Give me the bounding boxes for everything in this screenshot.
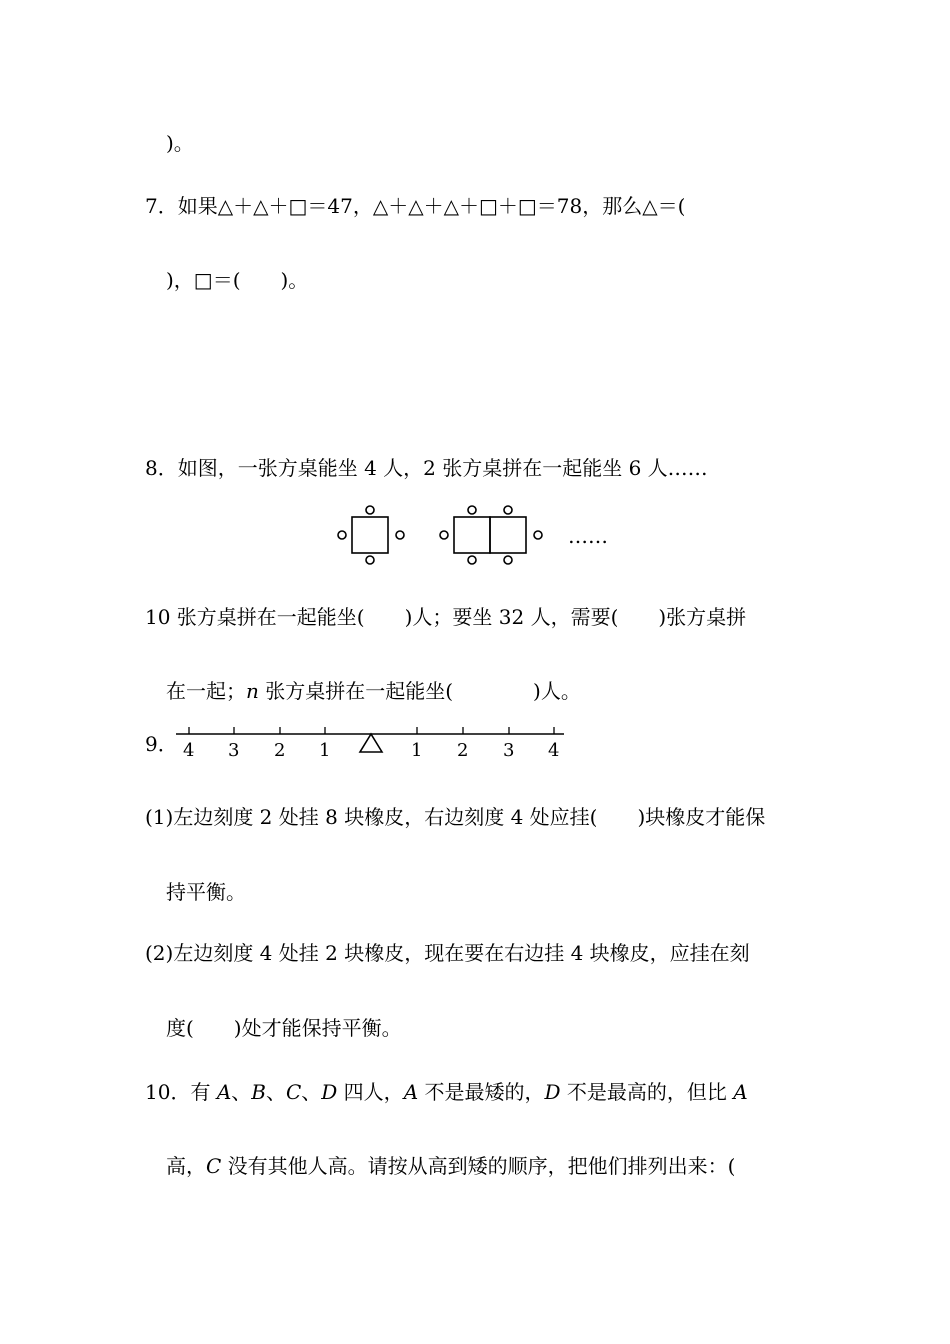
q9-number: 9．: [145, 732, 178, 756]
tick-label-left-3: 3: [228, 740, 240, 761]
q10-line1: [145, 1080, 748, 1104]
tick-label-right-1: 1: [411, 740, 423, 761]
seat-circle: [366, 556, 374, 564]
var-B: B: [251, 1080, 266, 1104]
tick-label-left-4: 4: [183, 740, 195, 761]
seat-circle: [504, 506, 512, 514]
seat-circle: [440, 531, 448, 539]
var-A: A: [216, 1080, 232, 1104]
seat-circle: [534, 531, 542, 539]
q10-text: 、: [265, 1080, 286, 1104]
q9-sub1-line2: 持平衡。: [166, 880, 246, 904]
tick-label-right-3: 3: [503, 740, 515, 761]
var-C: C: [285, 1080, 302, 1104]
single-table: [338, 506, 404, 564]
seat-circle: [338, 531, 346, 539]
tick-label-right-4: 4: [548, 740, 560, 761]
q10-text: 10．有: [145, 1080, 217, 1104]
q10-line2: [166, 1154, 735, 1178]
q7-line2: )，□＝( )。: [166, 268, 309, 292]
seat-circle: [504, 556, 512, 564]
q8-line3: [166, 679, 581, 703]
q8-line1: 8．如图，一张方桌能坐 4 人，2 张方桌拼在一起能坐 6 人……: [145, 456, 708, 480]
table-square: [454, 517, 490, 553]
double-table: [440, 506, 542, 564]
q10-text: 没有其他人高。请按从高到矮的顺序，把他们排列出来：(: [221, 1154, 736, 1178]
q10-text: 高，: [166, 1154, 206, 1178]
q8-line3-pre: 在一起；: [166, 679, 246, 703]
q10-text: 、: [301, 1080, 322, 1104]
table-square: [352, 517, 388, 553]
q10-text: 四人，: [337, 1080, 404, 1104]
q10-text: 不是最高的，但比: [560, 1080, 734, 1104]
var-A: A: [403, 1080, 419, 1104]
tick-label-left-2: 2: [274, 740, 286, 761]
seat-circle: [468, 556, 476, 564]
q9-sub2-line1: (2)左边刻度 4 处挂 2 块橡皮，现在要在右边挂 4 块橡皮，应挂在刻: [145, 941, 750, 965]
q10-text: 、: [231, 1080, 252, 1104]
tick-label-right-2: 2: [457, 740, 469, 761]
seat-circle: [396, 531, 404, 539]
fulcrum-triangle-icon: [360, 734, 382, 752]
table-square: [490, 517, 526, 553]
seat-circle: [366, 506, 374, 514]
q7-line1: 7．如果△＋△＋□＝47，△＋△＋△＋□＋□＝78，那么△＝(: [145, 194, 686, 218]
seat-circle: [468, 506, 476, 514]
var-D: D: [544, 1080, 561, 1104]
tick-label-left-1: 1: [319, 740, 331, 761]
q8-line3-post: 张方桌拼在一起能坐( )人。: [258, 679, 581, 703]
var-A: A: [733, 1080, 748, 1104]
q6-tail: )。: [166, 131, 194, 155]
q8-figure-ellipsis: ……: [568, 524, 608, 548]
q9-sub2-line2: 度( )处才能保持平衡。: [166, 1016, 402, 1040]
var-C: C: [206, 1154, 222, 1178]
q8-var-n: n: [246, 679, 259, 703]
q8-line2: 10 张方桌拼在一起能坐( )人；要坐 32 人，需要( )张方桌拼: [145, 605, 747, 629]
q9-sub1-line1: (1)左边刻度 2 处挂 8 块橡皮，右边刻度 4 处应挂( )块橡皮才能保: [145, 805, 766, 829]
var-D: D: [321, 1080, 338, 1104]
q10-text: 不是最矮的，: [418, 1080, 545, 1104]
